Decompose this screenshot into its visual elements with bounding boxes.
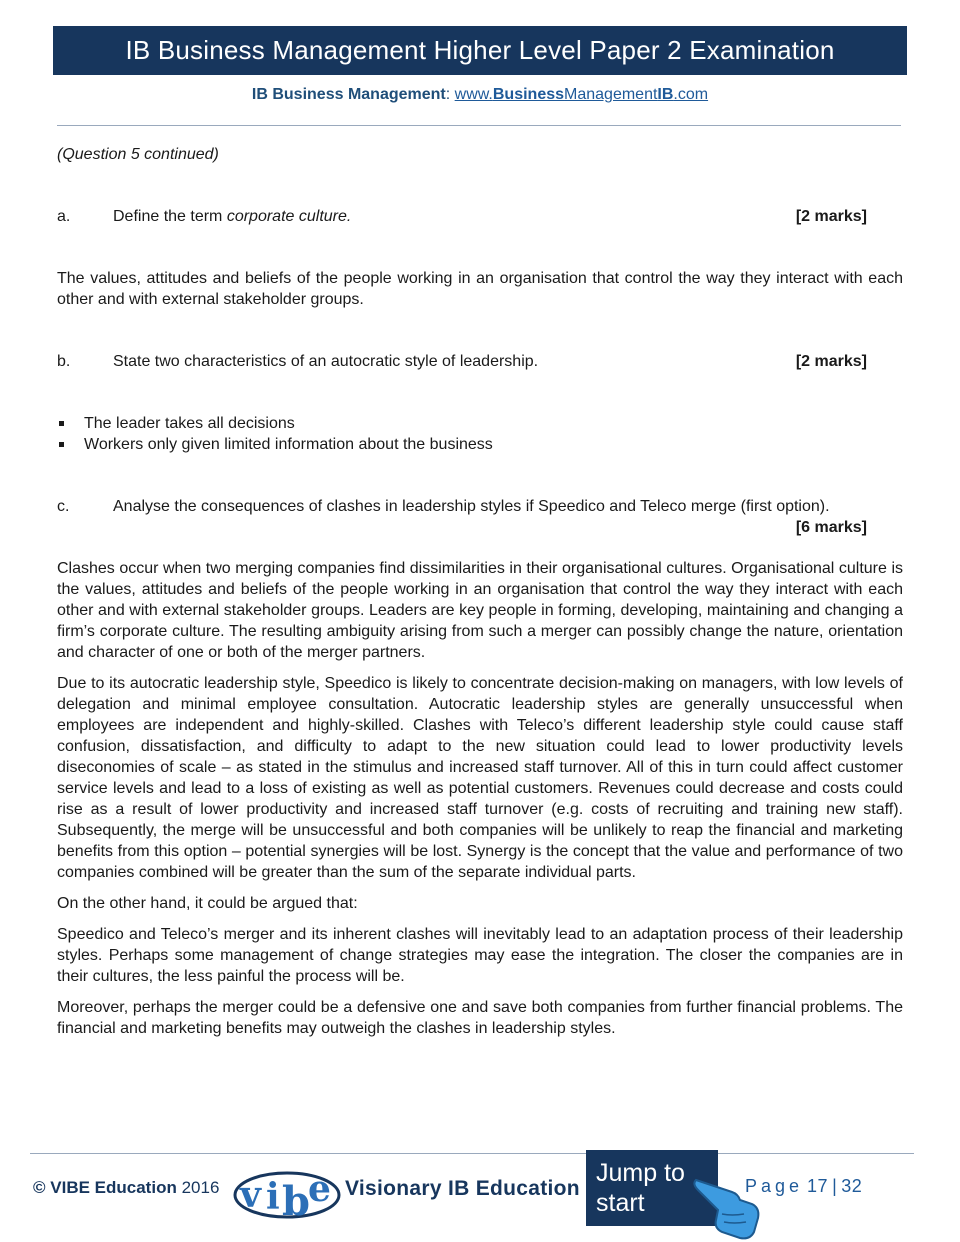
copyright-year: 2016 <box>181 1178 220 1197</box>
answer-c-paragraph: Speedico and Teleco’s merger and its inherent clashes will inevitably lead to an adaptation process of their leadership styles. Perhaps some management of change strategies may ease the integration. The closer the companies are in their cultures, the less painful the process will be. <box>57 926 903 985</box>
subheader-label: IB Business Management <box>251 86 446 103</box>
question-c <box>57 496 903 536</box>
document-title-banner <box>53 26 907 75</box>
vibe-logo <box>232 1163 342 1223</box>
answer-c-paragraph: On the other hand, it could be argued that: <box>57 895 358 912</box>
marks-label: [2 marks] <box>795 208 867 225</box>
marks-label: [2 marks] <box>795 353 867 370</box>
link-part-com: .com <box>673 86 709 103</box>
company-name: VIBE Education <box>50 1178 177 1197</box>
site-subheader <box>0 86 960 104</box>
question-text: Analyse the consequences of clashes in leadership styles if Speedico and Teleco merge (first option). <box>113 498 830 515</box>
question-text-plain: Define the term <box>113 208 227 225</box>
jump-button-line2: start <box>596 1189 645 1217</box>
page-total: 32 <box>841 1176 863 1196</box>
page-separator: | <box>832 1176 838 1196</box>
link-part-business: Business <box>492 86 565 103</box>
jump-button-line1: Jump to <box>596 1159 685 1187</box>
question-text <box>113 206 867 227</box>
logo-letter-e: e <box>308 1168 331 1210</box>
list-item: Workers only given limited information about the business <box>57 434 903 455</box>
document-title: IB Business Management Higher Level Paper 2 Examination <box>125 35 835 65</box>
answer-b-list <box>57 413 903 455</box>
link-part-ib: IB <box>657 86 674 103</box>
logo-letter-i: i <box>266 1176 280 1218</box>
answer-c-paragraph: Clashes occur when two merging companies find dissimilarities in their organisational cultures. Organisational culture is the values, attitudes and beliefs of the people working in an organisation that control the way they interact with each other and with external stakeholder groups. Leaders are key people in forming, developing, maintaining and changing a firm’s corporate culture. The resulting ambiguity arising from such a merger can possibly change the nature, orientation and character of one or both of the merger partners. <box>57 560 903 661</box>
question-text-italic: corporate culture. <box>226 208 352 225</box>
question-letter: b. <box>57 353 71 370</box>
page-current: 17 <box>807 1176 829 1196</box>
answer-a: The values, attitudes and beliefs of the people working in an organisation that control the way they interact with each other and with external stakeholder groups. <box>57 270 903 308</box>
header-divider <box>57 125 901 126</box>
question-text: State two characteristics of an autocratic style of leadership. <box>113 353 539 370</box>
copyright-symbol: © <box>33 1178 46 1197</box>
question-continued-note: (Question 5 continued) <box>57 146 219 163</box>
question-letter: a. <box>57 208 71 225</box>
list-item: The leader takes all decisions <box>57 413 903 434</box>
question-a <box>57 206 903 227</box>
tagline: Visionary IB Education <box>345 1177 580 1200</box>
logo-letter-v: v <box>240 1174 261 1216</box>
page-word: Page <box>745 1176 804 1196</box>
answer-c-paragraph: Due to its autocratic leadership style, Speedico is likely to concentrate decision-making on managers, with low levels of delegation and minimal employee consultation. Autocratic leadership styles are generally unsuccessful when employees are independent and highly-skilled. Clashes with Teleco’s different leadership style could cause staff confusion, dissatisfaction, and difficulty to adapt to the new situation could lead to lower productivity levels diseconomies of scale – as stated in the stimulus and increased staff turnover. All of this in turn could affect customer service levels and lead to a loss of existing as well as potential customers. Revenues could decrease and costs could rise as a result of lower productivity and increased staff turnover (e.g. costs of recruiting and training new staff). Subsequently, the merge will be unsuccessful and both companies will be unlikely to reap the financial and marketing benefits from this option – potential synergies will be lost. Synergy is the concept that the value and performance of two companies combined will be greater than the sum of the separate individual parts. <box>57 675 903 881</box>
marks-label: [6 marks] <box>795 519 867 536</box>
question-letter: c. <box>57 498 70 515</box>
website-link[interactable] <box>455 86 708 103</box>
logo-letter-b: b <box>282 1178 310 1223</box>
link-part-www: www. <box>454 86 493 103</box>
subheader-colon: : <box>445 86 451 103</box>
footer-divider <box>30 1153 914 1154</box>
page-number <box>745 1176 862 1197</box>
question-b <box>57 351 903 372</box>
link-part-management: Management <box>564 86 658 103</box>
copyright-notice <box>33 1178 219 1198</box>
page-content <box>57 144 903 1049</box>
answer-c-paragraph: Moreover, perhaps the merger could be a defensive one and save both companies from further financial problems. The financial and marketing benefits may outweigh the clashes in leadership styles. <box>57 999 903 1037</box>
